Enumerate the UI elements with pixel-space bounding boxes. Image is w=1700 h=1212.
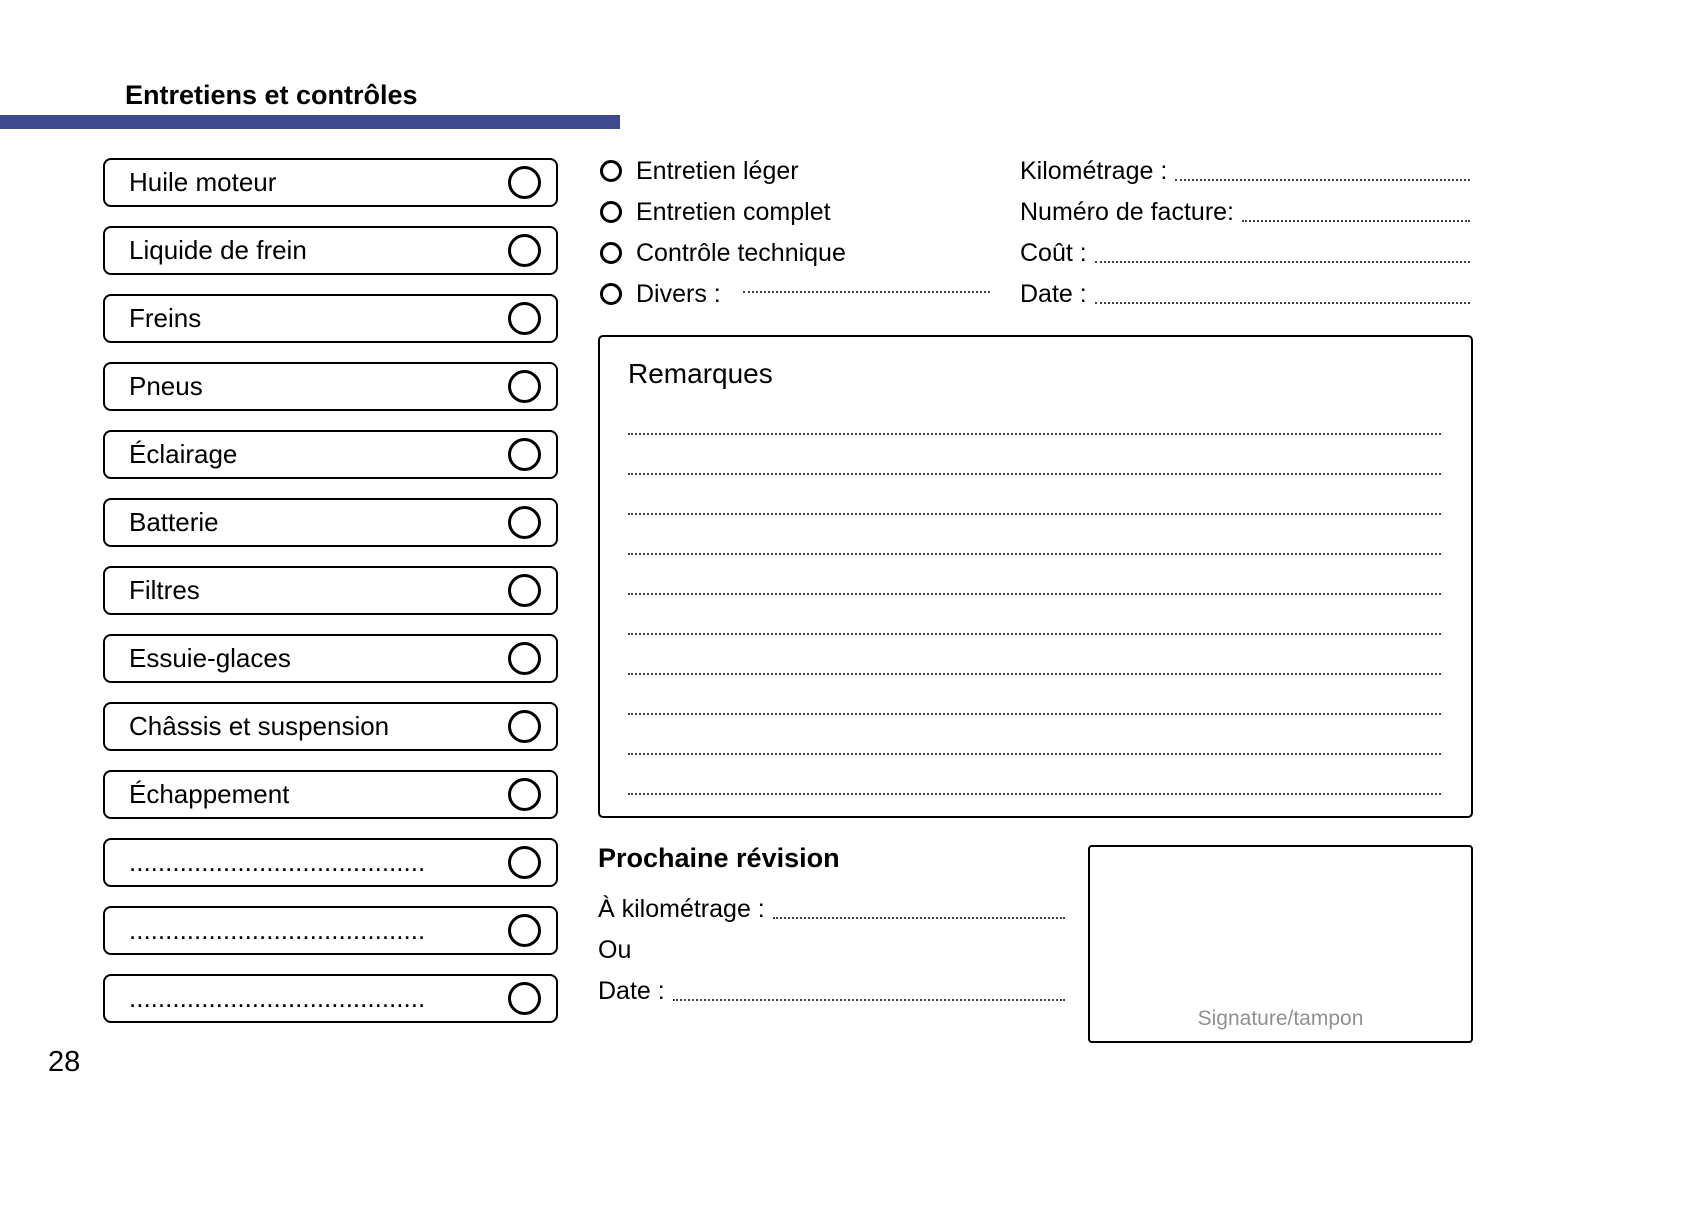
remark-writing-line <box>628 435 1441 475</box>
checklist-label: Châssis et suspension <box>129 711 390 741</box>
check-circle-icon <box>508 370 541 403</box>
radio-circle-icon <box>600 201 622 223</box>
option-label: Contrôle technique <box>636 238 846 267</box>
field-label: Coût : <box>1020 239 1087 267</box>
check-circle-icon <box>508 710 541 743</box>
next-service-fields <box>598 893 1065 1006</box>
remark-writing-line <box>628 395 1441 435</box>
check-circle-icon <box>508 574 541 607</box>
checklist-row-filtres <box>103 566 558 615</box>
check-circle-icon <box>508 982 541 1015</box>
checklist-label: Essuie-glaces <box>129 643 291 673</box>
field-ou <box>598 934 1065 965</box>
next-service-title: Prochaine révision <box>598 843 840 873</box>
checklist-row-batterie <box>103 498 558 547</box>
check-circle-icon <box>508 302 541 335</box>
option-controle-technique <box>600 238 990 268</box>
checklist-row-chassis-et-suspension <box>103 702 558 751</box>
check-circle-icon <box>508 914 541 947</box>
dotted-fill-line <box>773 917 1065 919</box>
check-circle-icon <box>508 506 541 539</box>
checklist-row-echappement <box>103 770 558 819</box>
field-label: Numéro de facture: <box>1020 198 1234 226</box>
checklist-row-essuie-glaces <box>103 634 558 683</box>
checklist-label: Échappement <box>129 779 290 809</box>
checklist-row-liquide-de-frein <box>103 226 558 275</box>
field-next-date <box>598 975 1065 1006</box>
field-numero-facture <box>1020 197 1470 227</box>
checklist-label: ......................................... <box>129 983 426 1013</box>
checklist-label: Pneus <box>129 371 203 401</box>
dotted-fill-line <box>1242 220 1470 222</box>
remark-writing-line <box>628 715 1441 755</box>
checklist-row-freins <box>103 294 558 343</box>
option-divers <box>600 279 990 309</box>
service-type-options <box>600 156 990 309</box>
checklist-row-huile-moteur <box>103 158 558 207</box>
invoice-fields <box>1020 156 1470 309</box>
field-a-kilometrage <box>598 893 1065 924</box>
option-label: Entretien complet <box>636 197 831 226</box>
check-circle-icon <box>508 642 541 675</box>
field-label: Date : <box>1020 280 1087 308</box>
dotted-fill-line <box>1175 179 1470 181</box>
checklist-label: Liquide de frein <box>129 235 307 265</box>
remark-writing-line <box>628 475 1441 515</box>
page-number: 28 <box>48 1046 81 1078</box>
checklist-label: Batterie <box>129 507 219 537</box>
field-cout <box>1020 238 1470 268</box>
radio-circle-icon <box>600 283 622 305</box>
dotted-fill-line <box>673 999 1065 1001</box>
checklist-label: Freins <box>129 303 202 333</box>
check-circle-icon <box>508 846 541 879</box>
radio-circle-icon <box>600 160 622 182</box>
check-circle-icon <box>508 778 541 811</box>
signature-label: Signature/tampon <box>1197 1007 1364 1030</box>
check-circle-icon <box>508 234 541 267</box>
field-kilometrage <box>1020 156 1470 186</box>
dotted-fill-line <box>743 291 990 293</box>
remark-writing-line <box>628 595 1441 635</box>
option-entretien-complet <box>600 197 990 227</box>
dotted-fill-line <box>1095 261 1470 263</box>
option-entretien-leger <box>600 156 990 186</box>
dotted-fill-line <box>1095 302 1470 304</box>
checklist-label: Filtres <box>129 575 200 605</box>
page-title: Entretiens et contrôles <box>125 80 418 110</box>
checklist-row-blank-2 <box>103 906 558 955</box>
check-circle-icon <box>508 438 541 471</box>
radio-circle-icon <box>600 242 622 264</box>
checklist-label: Éclairage <box>129 439 238 469</box>
check-circle-icon <box>508 166 541 199</box>
field-date <box>1020 279 1470 309</box>
checklist-row-blank-1 <box>103 838 558 887</box>
remark-writing-line <box>628 515 1441 555</box>
checklist-row-blank-3 <box>103 974 558 1023</box>
remarks-box <box>598 335 1473 818</box>
checklist-label: ......................................... <box>129 847 426 877</box>
signature-box <box>1088 845 1473 1043</box>
remark-writing-line <box>628 635 1441 675</box>
field-label: À kilométrage : <box>598 895 765 923</box>
checklist-row-eclairage <box>103 430 558 479</box>
checklist-row-pneus <box>103 362 558 411</box>
field-label: Date : <box>598 977 665 1005</box>
remarks-title: Remarques <box>628 358 773 389</box>
remark-writing-line <box>628 755 1441 795</box>
option-label: Entretien léger <box>636 156 799 185</box>
field-label: Kilométrage : <box>1020 157 1168 185</box>
remark-writing-line <box>628 555 1441 595</box>
option-label: Divers : <box>636 279 721 308</box>
checklist-label: Huile moteur <box>129 167 277 197</box>
remark-writing-line <box>628 675 1441 715</box>
title-accent-bar <box>0 115 620 129</box>
checklist <box>103 158 558 1023</box>
checklist-label: ......................................... <box>129 915 426 945</box>
field-label: Ou <box>598 936 632 964</box>
